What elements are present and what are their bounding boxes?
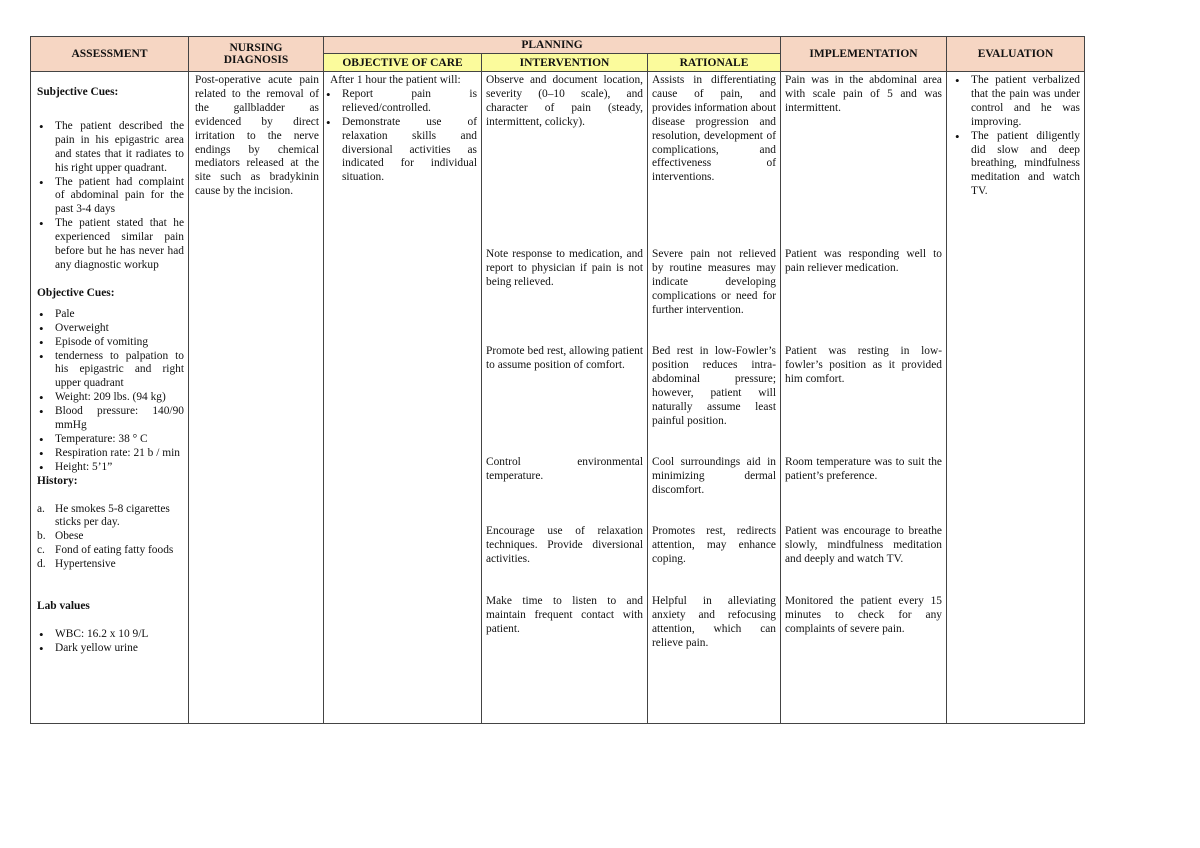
intervention-item: Observe and document location, severity (0–10 scale), and character of pain (steady, intermittent, colicky).: [486, 74, 643, 128]
rationale-item: Assists in differentiating cause of pain, and provides information about disease progression and resolution, development of complications, and effectiveness of interventions.: [652, 74, 777, 184]
nursing-diagnosis-text: Post-operative acute pain related to the removal of the gallbladder as evidenced by direct irritation to the nerve endings by chemical mediators released at the site such as bradykinin cause by the incision.: [195, 74, 319, 198]
implementation-item: Patient was encourage to breathe slowly, mindfulness meditation and deeply and watch TV.: [785, 525, 942, 565]
rationale-cell: [648, 72, 781, 724]
objective-cue: • Blood pressure: 140/90 mmHg: [37, 405, 184, 433]
header-assessment: ASSESSMENT: [31, 37, 189, 72]
objective-cue: • Height: 5’1”: [37, 461, 184, 475]
intervention-item: Encourage use of relaxation techniques. Provide diversional activities.: [486, 525, 643, 565]
history-item: [37, 530, 184, 544]
intervention-item: Promote bed rest, allowing patient to assume position of comfort.: [486, 345, 643, 371]
subjective-cue: • The patient had complaint of abdominal pain for the past 3-4 days: [37, 176, 184, 218]
header-intervention: INTERVENTION: [482, 54, 648, 72]
objective-cue: • Weight: 209 lbs. (94 kg): [37, 391, 184, 405]
nursing-diagnosis-cell: [189, 72, 324, 724]
history-marker: c.: [37, 544, 45, 557]
header-nursing-diagnosis-line2: DIAGNOSIS: [223, 54, 289, 66]
subjective-cue: • The patient described the pain in his epigastric area and states that it radiates to his right upper quadrant.: [37, 120, 184, 176]
objective-item: • Report pain is relieved/controlled.: [324, 88, 477, 116]
history-text: Hypertensive: [55, 558, 116, 571]
intervention-item: Control environmental temperature.: [486, 456, 643, 482]
objective-cue: • Pale: [37, 308, 184, 322]
lab-value: • Dark yellow urine: [37, 642, 184, 656]
subjective-cue: • The patient stated that he experienced similar pain before but he has never had any diagnostic workup: [37, 217, 184, 273]
header-nursing-diagnosis: [189, 37, 324, 72]
objective-cue: • Temperature: 38 ° C: [37, 433, 184, 447]
header-planning: PLANNING: [324, 37, 781, 54]
evaluation-list: [949, 74, 1080, 199]
subjective-cues-title: Subjective Cues:: [37, 86, 119, 98]
header-nursing-diagnosis-line1: NURSING: [229, 42, 283, 54]
objective-cue: • Episode of vomiting: [37, 336, 184, 350]
objective-cues-title: Objective Cues:: [37, 286, 115, 299]
history-item: [37, 544, 184, 558]
evaluation-cell: [947, 72, 1085, 724]
rationale-item: Cool surroundings aid in minimizing dermal discomfort.: [652, 456, 776, 496]
implementation-item: Patient was responding well to pain reliever medication.: [785, 248, 942, 274]
objective-cue: • Respiration rate: 21 b / min: [37, 447, 184, 461]
objective-of-care-cell: [324, 72, 482, 724]
rationale-item: Promotes rest, redirects attention, may enhance coping.: [652, 525, 776, 565]
history-marker: a.: [37, 502, 45, 515]
intervention-cell: [482, 72, 648, 724]
objective-cue: • tenderness to palpation to his epigastric and right upper quadrant: [37, 350, 184, 392]
history-item: [37, 503, 184, 531]
header-implementation: IMPLEMENTATION: [781, 37, 947, 72]
header-objective-of-care: OBJECTIVE OF CARE: [324, 54, 482, 72]
lab-values-list: [37, 628, 184, 656]
subjective-cues-list: [37, 120, 184, 273]
implementation-item: Pain was in the abdominal area with scale pain of 5 and was intermittent.: [785, 74, 942, 114]
objective-of-care-list: [324, 88, 477, 185]
history-text: Fond of eating fatty foods: [55, 544, 174, 557]
objective-cue: • Overweight: [37, 322, 184, 336]
evaluation-item: • The patient verbalized that the pain was under control and he was improving.: [953, 74, 1080, 130]
history-marker: d.: [37, 558, 46, 571]
implementation-cell: [781, 72, 947, 724]
intervention-item: Make time to listen to and maintain frequent contact with patient.: [486, 595, 643, 635]
objective-intro: After 1 hour the patient will:: [330, 74, 461, 86]
rationale-item: Helpful in alleviating anxiety and refocusing attention, which can relieve pain.: [652, 595, 776, 649]
history-title: History:: [37, 474, 78, 487]
history-list: [37, 503, 184, 573]
implementation-item: Room temperature was to suit the patient’s preference.: [785, 456, 942, 482]
history-text: He smokes 5-8 cigarettes sticks per day.: [55, 502, 170, 529]
evaluation-item: • The patient diligently did slow and deep breathing, mindfulness meditation and watch TV.: [953, 130, 1080, 200]
header-rationale: RATIONALE: [648, 54, 781, 72]
objective-item: • Demonstrate use of relaxation skills and diversional activities as indicated for individual situation.: [324, 116, 477, 186]
history-item: [37, 558, 184, 572]
lab-value: • WBC: 16.2 x 10 9/L: [37, 628, 184, 642]
objective-cues-list: [37, 308, 184, 475]
nursing-care-plan-table: [30, 36, 1085, 724]
rationale-item: Severe pain not relieved by routine measures may indicate developing complications or need for further intervention.: [652, 248, 776, 316]
rationale-item: Bed rest in low-Fowler’s position reduces intra-abdominal pressure; however, patient will naturally assume least painful position.: [652, 345, 776, 427]
history-marker: b.: [37, 530, 46, 543]
assessment-cell: [31, 72, 189, 724]
intervention-item: Note response to medication, and report to physician if pain is not being relieved.: [486, 248, 643, 288]
header-evaluation: EVALUATION: [947, 37, 1085, 72]
lab-values-title: Lab values: [37, 600, 90, 613]
implementation-item: Patient was resting in low-fowler’s position as it provided him comfort.: [785, 345, 942, 385]
implementation-item: Monitored the patient every 15 minutes to check for any complaints of severe pain.: [785, 595, 942, 635]
history-text: Obese: [55, 530, 84, 543]
